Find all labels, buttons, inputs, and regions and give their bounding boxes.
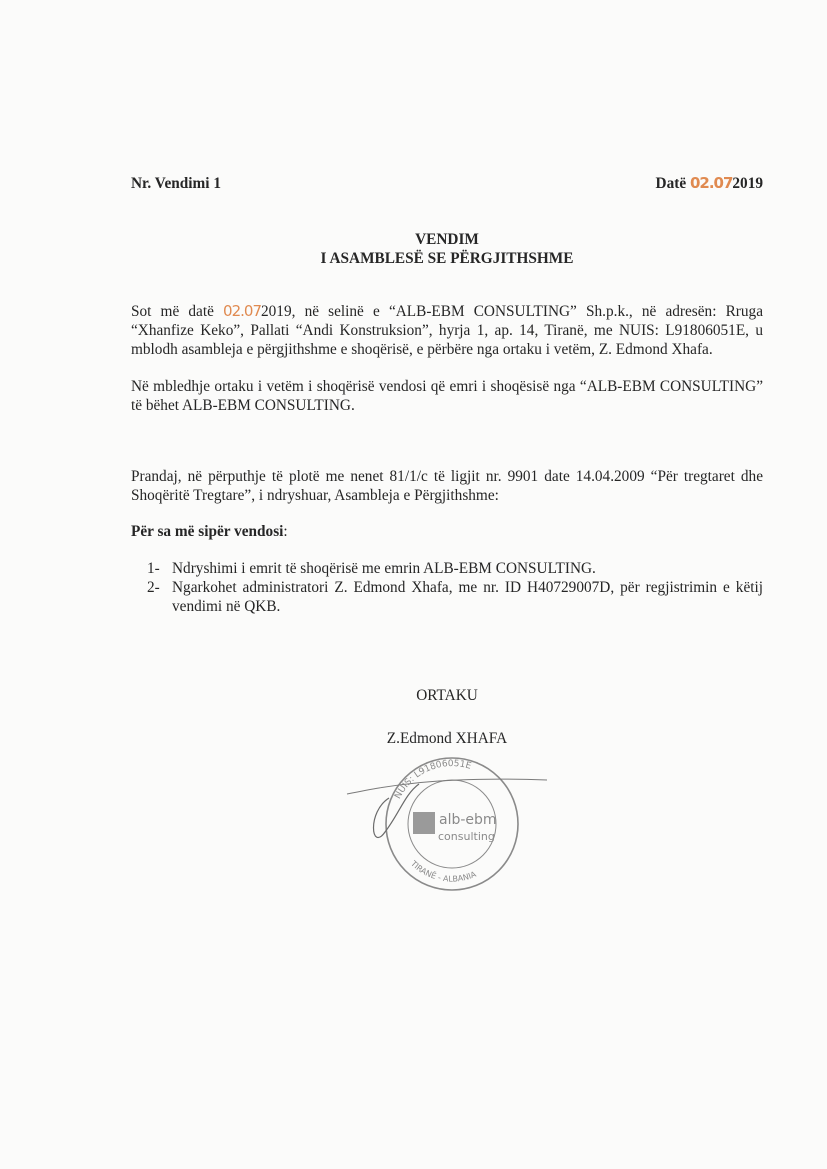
signature-name: Z.Edmond XHAFA (386, 730, 508, 747)
handwritten-date: 02.07 (223, 302, 261, 320)
document-header (131, 174, 763, 193)
decision-list (131, 559, 763, 616)
stamp-bottom-text: TIRANË - ALBANIA (409, 859, 478, 884)
decision-date (656, 174, 763, 193)
signature-stroke (347, 779, 547, 794)
list-item (147, 559, 763, 578)
stamp-brand-line2: consulting (438, 830, 495, 843)
stamp-logo-icon (413, 812, 435, 834)
title-line-1: VENDIM (415, 231, 479, 248)
paragraph-legal-basis: Prandaj, në përputhje të plotë me nenet 81/1/c të ligjit nr. 9901 date 14.04.2009 “Për tregtaret dhe Shoqëritë Tregtare”, i ndryshuar, Asambleja e Përgjithshme: (131, 468, 763, 504)
stamp-brand-line1: alb-ebm (439, 812, 497, 828)
item-number: 1- (147, 560, 160, 577)
company-stamp (327, 754, 567, 894)
stamp-area (131, 754, 763, 894)
stamp-top-text: NUIS: L91806051E (393, 758, 473, 801)
paragraph-prefix: Sot më datë (131, 303, 214, 320)
list-item (147, 578, 763, 616)
decided-colon: : (283, 523, 288, 540)
decision-number: Nr. Vendimi 1 (131, 175, 221, 192)
paragraph-meeting (131, 302, 763, 359)
date-label: Datë (655, 175, 687, 192)
title-line-2: I ASAMBLESË SE PËRGJITHSHME (320, 250, 574, 267)
decided-heading (131, 522, 763, 541)
date-year: 2019 (732, 175, 763, 192)
document-title (131, 230, 763, 268)
item-text: Ndryshimi i emrit të shoqërisë me emrin ALB-EBM CONSULTING. (172, 560, 596, 577)
paragraph-decision-intro: Në mbledhje ortaku i vetëm i shoqërisë vendosi që emri i shoqësisë nga “ALB-EBM CONSULTING” të bëhet ALB-EBM CONSULTING. (131, 378, 763, 414)
item-text: Ngarkohet administratori Z. Edmond Xhafa, me nr. ID H40729007D, për regjistrimin e këtij vendimi në QKB. (172, 579, 763, 615)
decided-heading-text: Për sa më sipër vendosi (131, 523, 284, 540)
handwritten-date: 02.07 (689, 174, 733, 192)
paragraph-text: 2019, në selinë e “ALB-EBM CONSULTING” Sh.p.k., në adresën: Rruga “Xhanfize Keko”, Pallati “Andi Konstruksion”, hyrja 1, ap. 14, Tiranë, me NUIS: L91806051E, u mblodh asambleja e përgjithshme e shoqërisë, e përbëre nga ortaku i vetëm, Z. Edmond Xhafa. (131, 303, 763, 358)
signature-role: ORTAKU (416, 687, 478, 704)
item-number: 2- (147, 579, 160, 596)
